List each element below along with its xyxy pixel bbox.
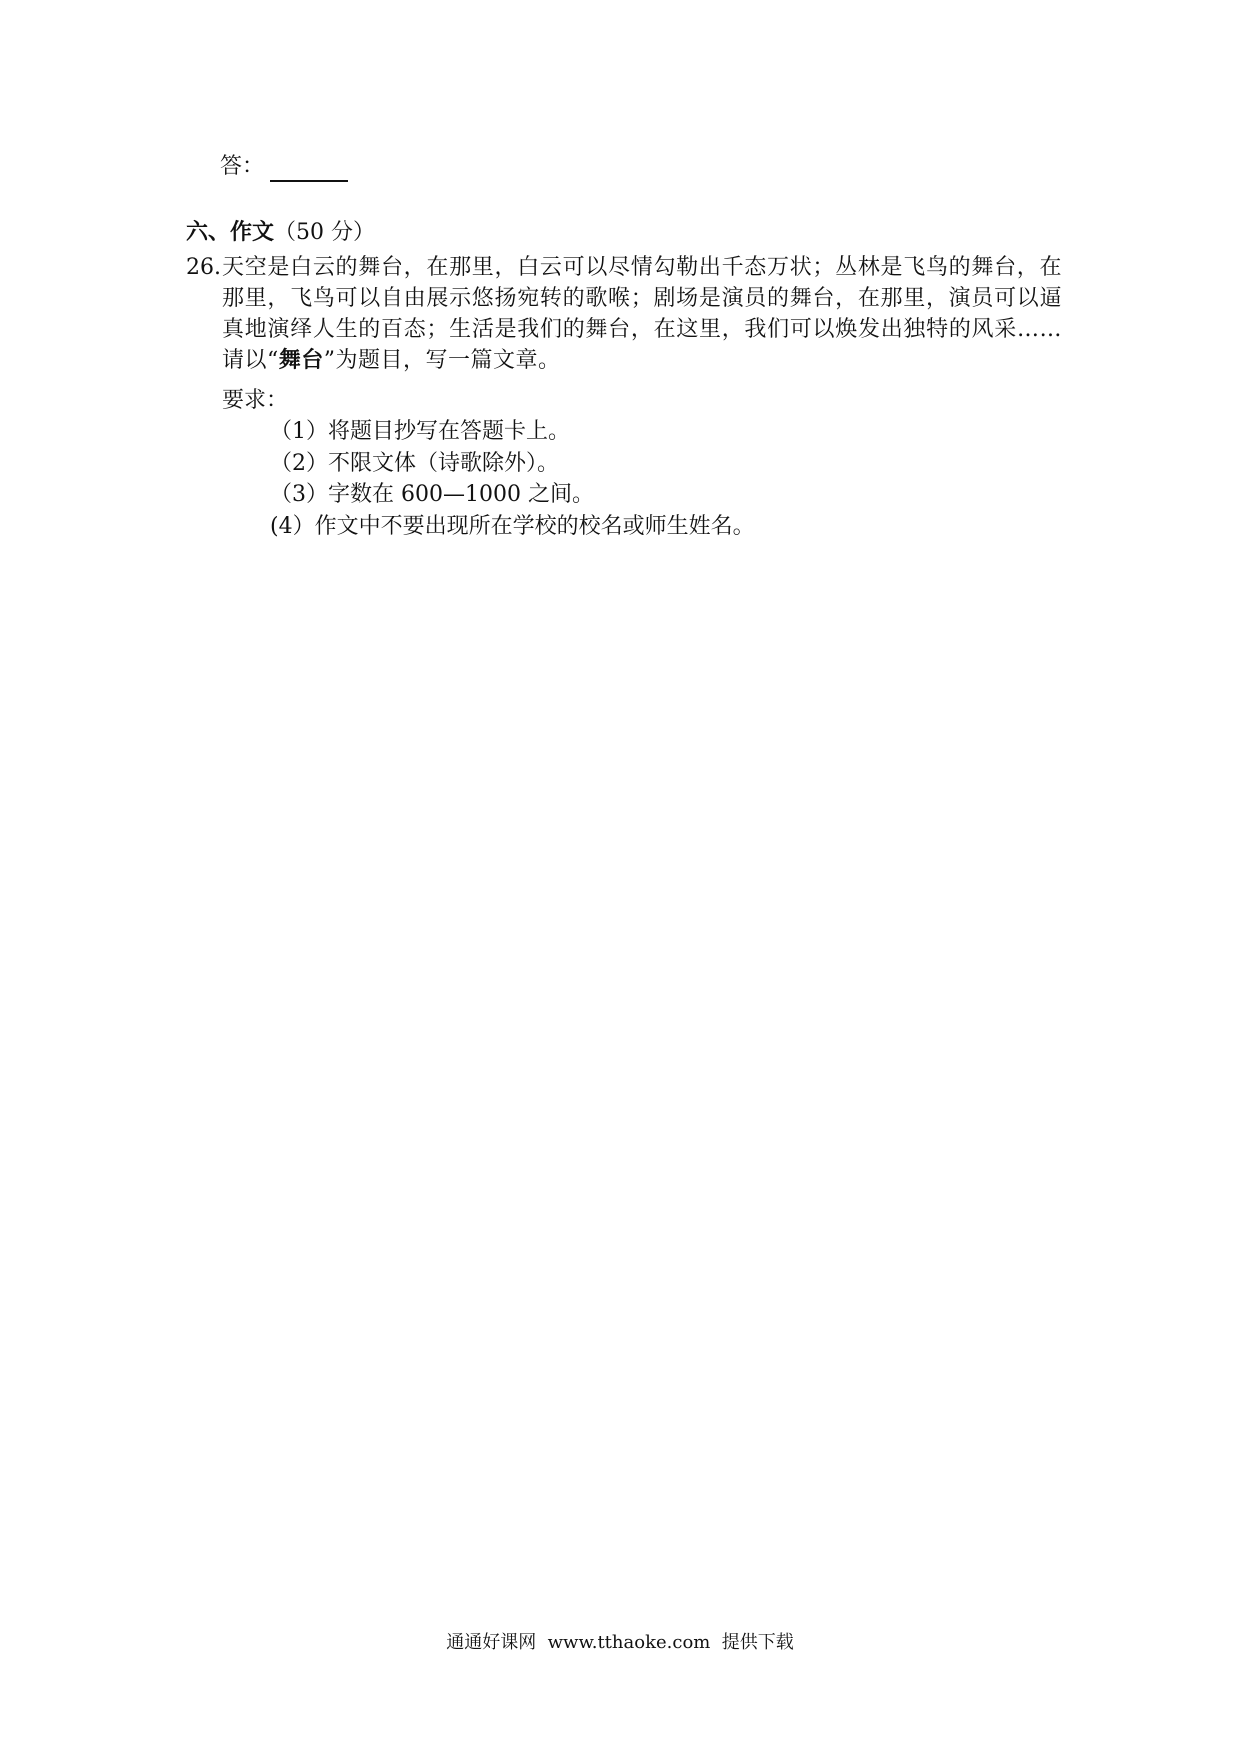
question-text-before: 天空是白云的舞台，在那里，白云可以尽情勾勒出千态万状；丛林是飞鸟的舞台，在那里，飞鸟可以自由展示悠扬宛转的歌喉；剧场是演员的舞台，在那里，演员可以逼真地演绎人生的百态；生活是我们的舞台，在这里，我们可以焕发出独特的风采……请以“ — [222, 255, 1062, 373]
section-title: 六、作文 — [186, 220, 275, 245]
question-number: 26. — [186, 255, 221, 280]
requirement-item: （2）不限文体（诗歌除外）。 — [270, 450, 559, 476]
requirement-item: (4）作文中不要出现所在学校的校名或师生姓名。 — [270, 513, 755, 539]
requirements-list — [270, 416, 755, 542]
question-text-after: ”为题目，写一篇文章。 — [323, 348, 561, 373]
question-text — [222, 252, 1062, 376]
requirement-item: （3）字数在 600—1000 之间。 — [270, 482, 594, 507]
answer-line — [220, 152, 348, 182]
essay-topic: 舞台 — [278, 348, 324, 373]
essay-question — [186, 252, 1062, 376]
answer-blank — [270, 158, 348, 182]
requirement-item: （1）将题目抄写在答题卡上。 — [270, 419, 570, 444]
section-score: （50 分） — [274, 220, 376, 245]
requirements-label: 要求： — [222, 388, 289, 413]
answer-label: 答： — [220, 154, 265, 179]
page-footer: 通通好课网 www.tthaoke.com 提供下载 — [446, 1632, 794, 1653]
section-heading — [186, 218, 375, 248]
